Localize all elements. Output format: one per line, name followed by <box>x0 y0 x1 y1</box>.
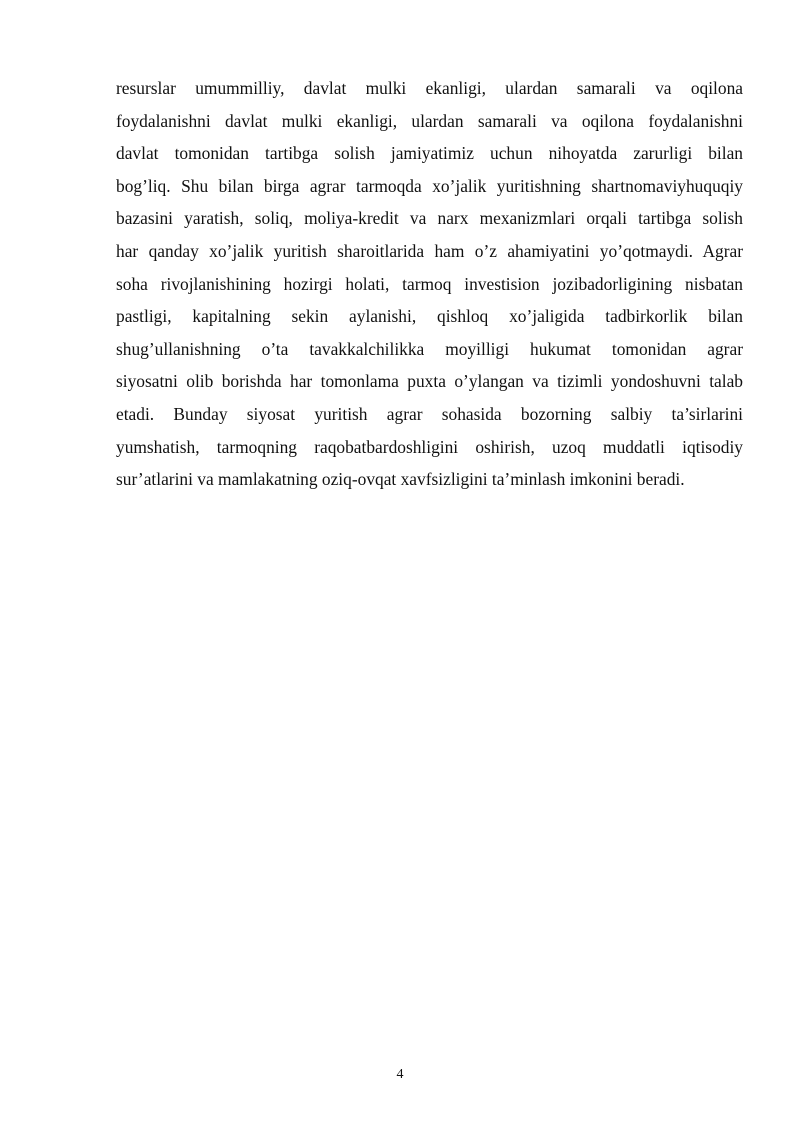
paragraph-line: sur’atlarini va mamlakatning oziq-ovqat xavfsizligini ta’minlash imkonini beradi. <box>116 469 685 490</box>
paragraph-line: yumshatish, tarmoqning raqobatbardoshligini oshirish, uzoq muddatli iqtisodiy <box>116 436 743 457</box>
paragraph-line: resurslar umummilliy, davlat mulki ekanligi, ulardan samarali va oqilona <box>116 78 743 98</box>
body-paragraph <box>116 72 743 496</box>
paragraph-line: siyosatni olib borishda har tomonlama puxta o’ylangan va tizimli yondoshuvni talab <box>116 371 743 392</box>
paragraph-line: pastligi, kapitalning sekin aylanishi, qishloq xo’jaligida tadbirkorlik bilan <box>116 306 743 327</box>
paragraph-line: har qanday xo’jalik yuritish sharoitlarida ham o’z ahamiyatini yo’qotmaydi. Agrar <box>116 240 743 261</box>
paragraph-line: bog’liq. Shu bilan birga agrar tarmoqda xo’jalik yuritishning shartnomaviyhuquqiy <box>116 175 743 196</box>
paragraph-line: etadi. Bunday siyosat yuritish agrar sohasida bozorning salbiy ta’sirlarini <box>116 403 743 424</box>
paragraph-line: bazasini yaratish, soliq, moliya-kredit va narx mexanizmlari orqali tartibga solish <box>116 208 743 229</box>
paragraph-line: soha rivojlanishining hozirgi holati, tarmoq investision jozibadorligining nisbatan <box>116 273 743 294</box>
paragraph-line: foydalanishni davlat mulki ekanligi, ulardan samarali va oqilona foydalanishni <box>116 110 743 131</box>
page-number: 4 <box>396 1067 404 1082</box>
paragraph-line: davlat tomonidan tartibga solish jamiyatimiz uchun nihoyatda zarurligi bilan <box>116 143 743 164</box>
paragraph-line: shug’ullanishning o’ta tavakkalchilikka moyilligi hukumat tomonidan agrar <box>116 338 743 359</box>
